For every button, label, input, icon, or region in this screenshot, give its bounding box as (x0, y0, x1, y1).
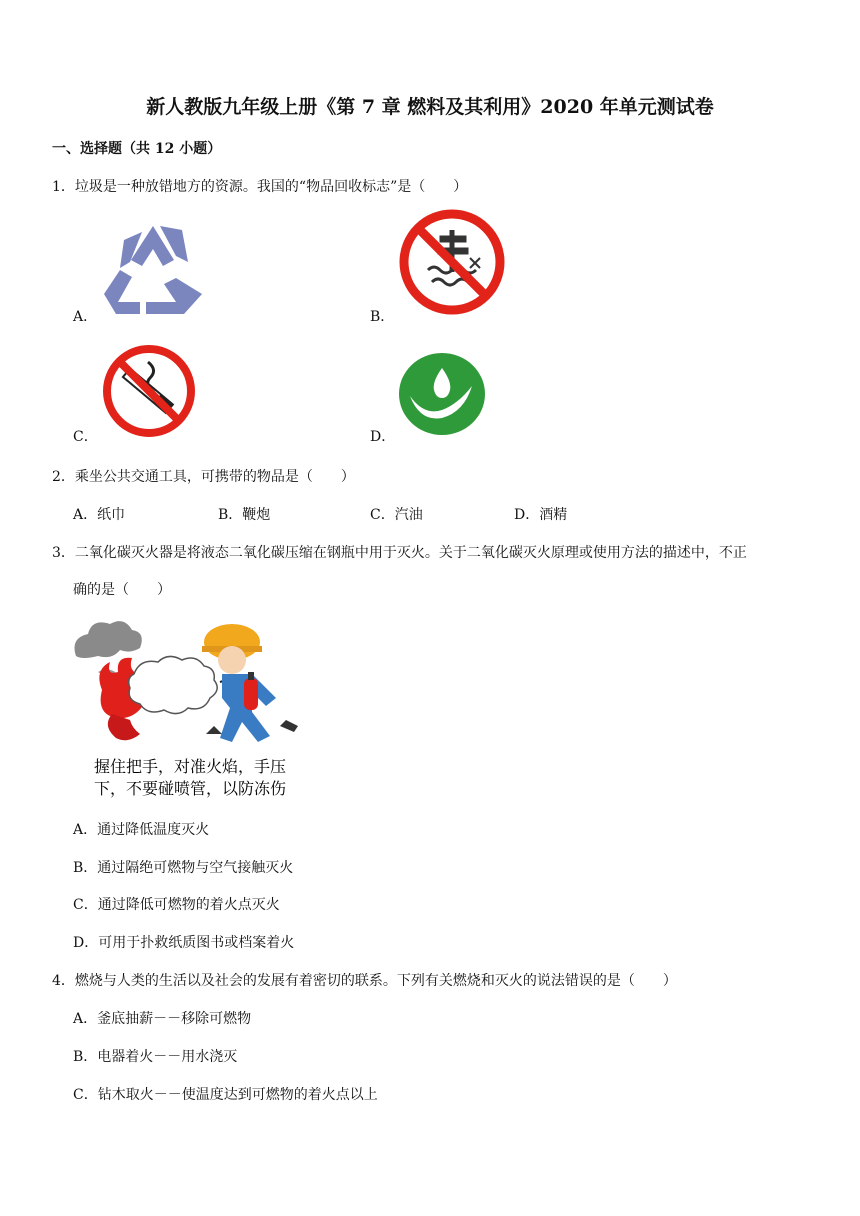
recycle-icon (100, 222, 206, 316)
question-4-stem: 4．燃烧与人类的生活以及社会的发展有着密切的联系。下列有关燃烧和灭火的说法错误的是（ ） (52, 973, 677, 989)
q1-option-a: A． (73, 309, 98, 325)
q3-option-d: D．可用于扑救纸质图书或档案着火 (73, 935, 295, 951)
page-title: 新人教版九年级上册《第 7 章 燃料及其利用》2020 年单元测试卷 (146, 96, 714, 118)
illustration-caption-line1: 握住把手，对准火焰，手压 (94, 757, 287, 776)
water-saving-icon (398, 352, 486, 436)
q3-option-b: B．通过隔绝可燃物与空气接触灭火 (73, 860, 294, 876)
no-smoking-icon (102, 344, 196, 438)
q2-option-a: A．纸巾 (73, 507, 126, 523)
section-heading: 一、选择题（共 12 小题） (52, 141, 222, 157)
q3-option-a: A．通过降低温度灭火 (73, 822, 210, 838)
q2-option-b: B．鞭炮 (218, 507, 271, 523)
q3-option-c: C．通过降低可燃物的着火点灭火 (73, 897, 280, 913)
q2-option-d: D．酒精 (514, 507, 568, 523)
question-1-stem: 1．垃圾是一种放错地方的资源。我国的“物品回收标志”是（ ） (52, 179, 468, 195)
question-3-stem-line1: 3．二氧化碳灭火器是将液态二氧化碳压缩在钢瓶中用于灭火。关于二氧化碳灭火原理或使用方法的描述中，不正 (52, 545, 747, 561)
fire-extinguisher-illustration (72, 616, 322, 746)
q4-option-b: B．电器着火－－用水浇灭 (73, 1049, 238, 1065)
q2-option-c: C．汽油 (370, 507, 423, 523)
q4-option-c: C．钻木取火－－使温度达到可燃物的着火点以上 (73, 1087, 378, 1103)
question-2-stem: 2．乘坐公共交通工具，可携带的物品是（ ） (52, 469, 355, 485)
q1-option-c: C． (73, 429, 98, 445)
q1-option-d: D． (370, 429, 396, 445)
q1-option-b: B． (370, 309, 395, 325)
q4-option-a: A．釜底抽薪－－移除可燃物 (73, 1011, 252, 1027)
question-3-stem-line2: 确的是（ ） (73, 582, 171, 598)
no-firecrackers-icon (398, 208, 506, 316)
illustration-caption-line2: 下，不要碰喷管，以防冻伤 (94, 779, 287, 798)
